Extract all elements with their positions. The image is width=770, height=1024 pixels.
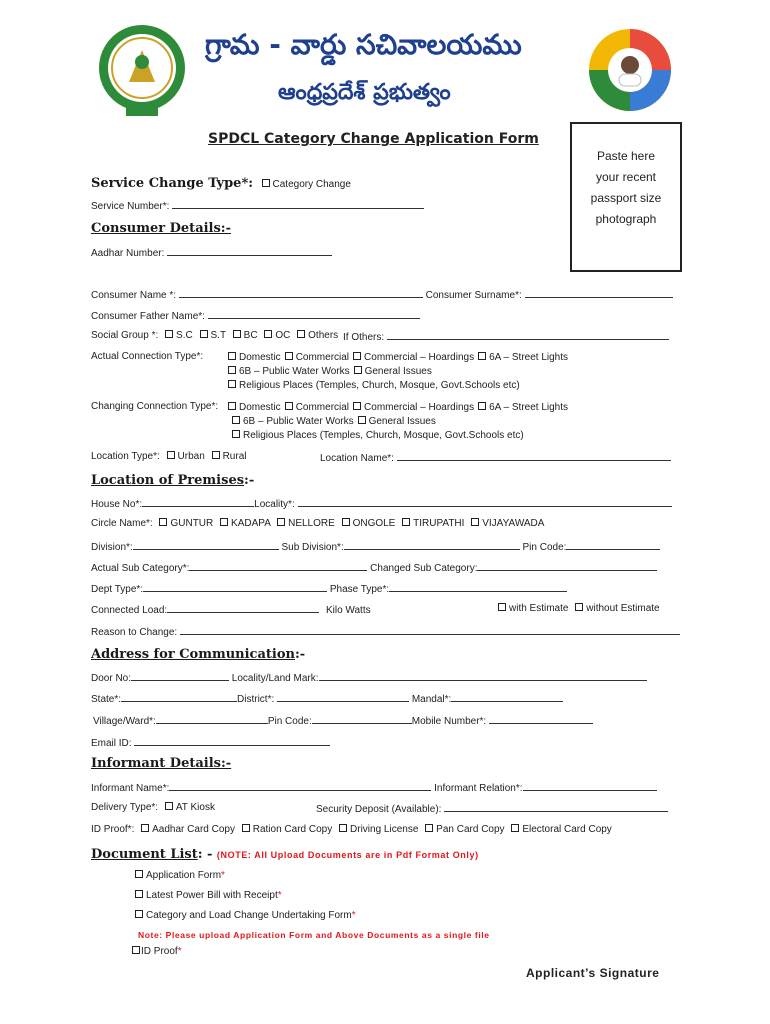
general-issues-checkbox[interactable] xyxy=(354,366,362,374)
reason-row xyxy=(91,625,680,638)
informant-name-label: Informant Name*: xyxy=(91,783,170,794)
phase-field[interactable] xyxy=(389,582,567,592)
location-name-row xyxy=(320,451,671,464)
location-type-label: Location Type*: xyxy=(91,451,160,462)
heading-suffix: :- xyxy=(294,647,306,662)
id-option: Driving License xyxy=(350,824,419,835)
id-option: Electoral Card Copy xyxy=(522,824,612,835)
photo-box xyxy=(570,122,682,272)
aadhar-label: Aadhar Number: xyxy=(91,248,165,259)
landmark-label: Locality/Land Mark: xyxy=(231,673,319,684)
service-change-type-label: Service Change Type xyxy=(91,176,242,191)
power-bill-checkbox[interactable] xyxy=(135,890,143,898)
doc-item xyxy=(131,890,282,901)
commercial-checkbox[interactable] xyxy=(285,352,293,360)
circle-option: VIJAYAWADA xyxy=(482,518,545,529)
consumer-name-row xyxy=(91,288,673,301)
service-number-label: Service Number*: xyxy=(91,201,170,212)
subcategory-row xyxy=(91,561,657,574)
circle-option: NELLORE xyxy=(288,518,335,529)
kilo-watts-label: Kilo Watts xyxy=(325,605,371,616)
email-row xyxy=(91,736,330,749)
domestic-checkbox[interactable] xyxy=(228,402,236,410)
water-works-checkbox[interactable] xyxy=(228,366,236,374)
vijayawada-checkbox[interactable] xyxy=(471,518,479,526)
informant-relation-label: Informant Relation*: xyxy=(434,783,523,794)
ration-copy-checkbox[interactable] xyxy=(242,824,250,832)
photo-line: your recent xyxy=(595,170,657,184)
address-heading xyxy=(91,645,305,663)
premises-heading-text: Location of Premises xyxy=(91,473,245,488)
doc-item-label: Application Form xyxy=(146,870,222,881)
consumer-name-label: Consumer Name *: xyxy=(91,290,177,301)
load-row xyxy=(91,603,371,616)
pan-copy-checkbox[interactable] xyxy=(425,824,433,832)
aadhar-copy-checkbox[interactable] xyxy=(141,824,149,832)
actual-sub-field[interactable] xyxy=(189,561,367,571)
others-checkbox[interactable] xyxy=(297,330,305,338)
dept-row xyxy=(91,582,567,595)
sc-checkbox[interactable] xyxy=(165,330,173,338)
circle-option: TIRUPATHI xyxy=(413,518,465,529)
kadapa-checkbox[interactable] xyxy=(220,518,228,526)
changed-sub-label: Changed Sub Category: xyxy=(370,563,478,574)
load-field[interactable] xyxy=(167,603,319,613)
actual-connection-options xyxy=(224,351,568,393)
changing-connection-options xyxy=(224,401,568,443)
street-lights-checkbox[interactable] xyxy=(478,402,486,410)
commercial-checkbox[interactable] xyxy=(285,402,293,410)
house-field[interactable] xyxy=(142,497,254,507)
id-proof-checkbox[interactable] xyxy=(132,946,140,954)
division-field[interactable] xyxy=(133,540,279,550)
location-type-row xyxy=(91,451,246,462)
changed-sub-field[interactable] xyxy=(477,561,657,571)
deposit-field[interactable] xyxy=(444,802,668,812)
st-label: S.T xyxy=(210,330,226,341)
option-label: Domestic xyxy=(239,402,281,413)
consumer-details-heading: Consumer Details:- xyxy=(91,221,232,236)
nellore-checkbox[interactable] xyxy=(277,518,285,526)
house-label: House No*: xyxy=(91,499,143,510)
ongole-checkbox[interactable] xyxy=(342,518,350,526)
village-label: Village/Ward*: xyxy=(93,716,156,727)
pincode-label: Pin Code: xyxy=(522,542,567,553)
rural-checkbox[interactable] xyxy=(212,451,220,459)
village-field[interactable] xyxy=(156,714,268,724)
locality-field[interactable] xyxy=(298,497,672,507)
heading-suffix: :- xyxy=(244,473,255,488)
required-star: * xyxy=(351,910,356,921)
address-pincode-field[interactable] xyxy=(312,714,412,724)
photo-line: photograph xyxy=(595,212,657,226)
father-name-label: Consumer Father Name*: xyxy=(91,311,205,322)
door-label: Door No: xyxy=(91,673,132,684)
village-row xyxy=(93,714,593,727)
option-label: 6B – Public Water Works xyxy=(243,416,354,427)
landmark-field[interactable] xyxy=(319,671,647,681)
bc-checkbox[interactable] xyxy=(233,330,241,338)
social-group-row xyxy=(91,330,338,341)
option-label: Commercial xyxy=(295,352,350,363)
option-label: Religious Places (Temples, Church, Mosque, Govt.Schools etc) xyxy=(243,430,524,441)
actual-connection-label: Actual Connection Type*: xyxy=(91,351,204,362)
dept-label: Dept Type*: xyxy=(91,584,144,595)
required-star: * xyxy=(241,176,249,191)
option-label: General Issues xyxy=(368,416,436,427)
undertaking-form-checkbox[interactable] xyxy=(135,910,143,918)
actual-sub-label: Actual Sub Category*: xyxy=(91,563,190,574)
option-label: General Issues xyxy=(364,366,432,377)
tirupathi-checkbox[interactable] xyxy=(402,518,410,526)
id-proof-row xyxy=(91,824,612,835)
general-issues-checkbox[interactable] xyxy=(358,416,366,424)
document-list-heading-text: Document List xyxy=(91,847,198,862)
deposit-label: Security Deposit (Available): xyxy=(316,804,442,815)
district-label: District*: xyxy=(237,694,275,705)
service-change-type-row xyxy=(91,174,351,192)
option-label: 6A – Street Lights xyxy=(489,352,569,363)
category-change-checkbox[interactable] xyxy=(262,179,270,187)
if-others-field[interactable] xyxy=(387,330,669,340)
header-subtitle: ఆంధ్రప్రదేశ్ ప్రభుత్వం xyxy=(278,80,451,105)
with-estimate-checkbox[interactable] xyxy=(498,603,506,611)
email-label: Email ID: xyxy=(91,738,132,749)
service-number-row xyxy=(91,199,424,212)
location-name-label: Location Name*: xyxy=(320,453,394,464)
with-estimate-label: with Estimate xyxy=(509,603,569,614)
district-field[interactable] xyxy=(277,692,409,702)
estimate-row xyxy=(494,603,660,614)
option-label: Commercial – Hoardings xyxy=(364,402,475,413)
aadhar-field[interactable] xyxy=(167,246,332,256)
option-label: 6B – Public Water Works xyxy=(239,366,350,377)
doc-item xyxy=(131,910,356,921)
door-field[interactable] xyxy=(131,671,229,681)
division-row xyxy=(91,540,660,553)
option-label: 6A – Street Lights xyxy=(489,402,569,413)
applicant-signature: Applicant’s Signature xyxy=(526,966,660,980)
navaratnalu-banner-icon xyxy=(588,28,672,112)
state-row xyxy=(91,692,563,705)
religious-checkbox[interactable] xyxy=(228,380,236,388)
email-field[interactable] xyxy=(134,736,330,746)
reason-label: Reason to Change: xyxy=(91,627,178,638)
circle-option: GUNTUR xyxy=(170,518,214,529)
application-form-checkbox[interactable] xyxy=(135,870,143,878)
option-label: Domestic xyxy=(239,352,281,363)
social-group-label: Social Group *: xyxy=(91,330,159,341)
document-list-heading xyxy=(91,845,479,863)
option-label: Commercial xyxy=(295,402,350,413)
required-star: * xyxy=(177,946,182,957)
id-option: Pan Card Copy xyxy=(436,824,505,835)
service-number-field[interactable] xyxy=(172,199,424,209)
informant-name-row xyxy=(91,781,657,794)
colon: : xyxy=(248,176,254,191)
ap-state-emblem-icon xyxy=(96,22,188,120)
address-heading-text: Address for Communication xyxy=(91,647,295,662)
doc-item xyxy=(131,946,182,957)
guntur-checkbox[interactable] xyxy=(159,518,167,526)
urban-label: Urban xyxy=(177,451,205,462)
locality-label: Locality*: xyxy=(254,499,295,510)
consumer-name-field[interactable] xyxy=(179,288,423,298)
consumer-surname-field[interactable] xyxy=(525,288,673,298)
option-label: Commercial – Hoardings xyxy=(364,352,475,363)
form-title: SPDCL Category Change Application Form xyxy=(208,131,539,147)
mobile-label: Mobile Number*: xyxy=(411,716,487,727)
pincode-field[interactable] xyxy=(566,540,660,550)
location-name-field[interactable] xyxy=(397,451,671,461)
rural-label: Rural xyxy=(222,451,247,462)
delivery-label: Delivery Type*: xyxy=(91,802,159,813)
load-label: Connected Load: xyxy=(91,605,168,616)
heading-suffix: : - xyxy=(197,847,213,862)
photo-line: Paste here xyxy=(596,149,656,163)
required-star: * xyxy=(277,890,282,901)
domestic-checkbox[interactable] xyxy=(228,352,236,360)
informant-name-field[interactable] xyxy=(169,781,431,791)
sc-label: S.C xyxy=(176,330,193,341)
at-kiosk-label: AT Kiosk xyxy=(175,802,215,813)
electoral-copy-checkbox[interactable] xyxy=(511,824,519,832)
father-name-field[interactable] xyxy=(208,309,420,319)
single-file-note: Note: Please upload Application Form and Above Documents as a single file xyxy=(138,930,490,940)
upload-note: (NOTE: All Upload Documents are in Pdf Format Only) xyxy=(216,850,479,860)
water-works-checkbox[interactable] xyxy=(232,416,240,424)
at-kiosk-checkbox[interactable] xyxy=(165,802,173,810)
premises-heading xyxy=(91,471,254,489)
circle-label: Circle Name*: xyxy=(91,518,153,529)
if-others-row xyxy=(343,330,669,343)
circle-row xyxy=(91,518,544,529)
id-option: Ration Card Copy xyxy=(252,824,333,835)
photo-line: passport size xyxy=(590,191,662,205)
delivery-row xyxy=(91,802,215,813)
consumer-surname-label: Consumer Surname*: xyxy=(425,290,522,301)
aadhar-row xyxy=(91,246,332,259)
dept-field[interactable] xyxy=(143,582,327,592)
informant-heading: Informant Details:- xyxy=(91,756,232,771)
id-proof-label: ID Proof*: xyxy=(91,824,135,835)
urban-checkbox[interactable] xyxy=(167,451,175,459)
subdivision-field[interactable] xyxy=(344,540,520,550)
doc-item xyxy=(131,870,225,881)
others-label: Others xyxy=(308,330,339,341)
circle-option: ONGOLE xyxy=(352,518,396,529)
father-name-row xyxy=(91,309,420,322)
reason-field[interactable] xyxy=(180,625,680,635)
st-checkbox[interactable] xyxy=(200,330,208,338)
doc-item-label: Latest Power Bill with Receipt xyxy=(146,890,278,901)
oc-label: OC xyxy=(275,330,291,341)
doc-item-label: ID Proof xyxy=(141,946,178,957)
hoardings-checkbox[interactable] xyxy=(353,352,361,360)
option-label: Religious Places (Temples, Church, Mosque, Govt.Schools etc) xyxy=(239,380,520,391)
without-estimate-label: without Estimate xyxy=(586,603,660,614)
phase-label: Phase Type*: xyxy=(329,584,390,595)
state-label: State*: xyxy=(91,694,122,705)
division-label: Division*: xyxy=(91,542,133,553)
circle-option: KADAPA xyxy=(231,518,271,529)
religious-checkbox[interactable] xyxy=(232,430,240,438)
street-lights-checkbox[interactable] xyxy=(478,352,486,360)
without-estimate-checkbox[interactable] xyxy=(575,603,583,611)
if-others-label: If Others: xyxy=(343,332,385,343)
changing-connection-label: Changing Connection Type*: xyxy=(91,401,219,412)
id-option: Aadhar Card Copy xyxy=(152,824,235,835)
required-star: * xyxy=(221,870,225,881)
informant-relation-field[interactable] xyxy=(523,781,657,791)
doc-item-label: Category and Load Change Undertaking Form xyxy=(146,910,352,921)
door-row xyxy=(91,671,647,684)
hoardings-checkbox[interactable] xyxy=(353,402,361,410)
mandal-field[interactable] xyxy=(451,692,563,702)
mobile-field[interactable] xyxy=(489,714,593,724)
driving-license-checkbox[interactable] xyxy=(339,824,347,832)
deposit-row xyxy=(316,802,668,815)
house-row xyxy=(91,497,672,510)
oc-checkbox[interactable] xyxy=(264,330,272,338)
header-title: గ్రామ - వార్డు సచివాలయము xyxy=(205,28,522,61)
category-change-label: Category Change xyxy=(272,179,351,190)
state-field[interactable] xyxy=(121,692,237,702)
subdivision-label: Sub Division*: xyxy=(281,542,344,553)
mandal-label: Mandal*: xyxy=(411,694,452,705)
address-pincode-label: Pin Code: xyxy=(267,716,312,727)
bc-label: BC xyxy=(243,330,258,341)
